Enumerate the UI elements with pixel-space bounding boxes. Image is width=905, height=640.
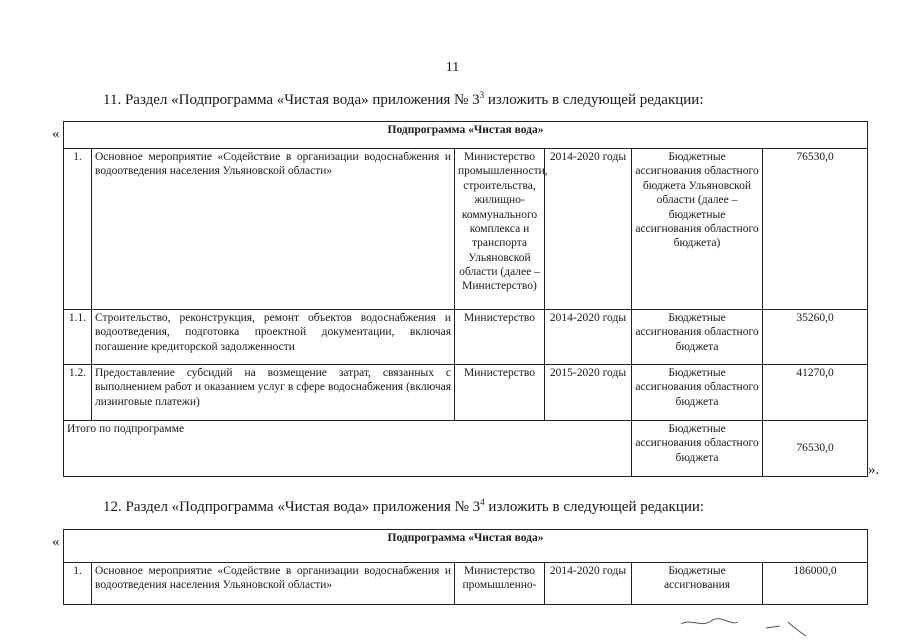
- period: 2014-2020 годы: [545, 149, 632, 310]
- table-row: [64, 310, 868, 365]
- funding-source: Бюджетные ассигнования: [632, 563, 763, 605]
- table-row: [64, 149, 868, 310]
- row-number: 1.: [64, 563, 92, 605]
- row-number: 1.1.: [64, 310, 92, 365]
- table-2-title: Подпрограмма «Чистая вода»: [64, 530, 868, 563]
- table-1-title: Подпрограмма «Чистая вода»: [64, 122, 868, 149]
- measure-name: Основное мероприятие «Содействие в организации водоснабжения и водоотведения населения Ульяновской области»: [92, 149, 455, 310]
- paragraph-11-superscript: 3: [479, 90, 485, 100]
- closing-quote-1: ».: [868, 462, 880, 478]
- table-row: [64, 365, 868, 421]
- amount: 35260,0: [763, 310, 868, 365]
- measure-name: Предоставление субсидий на возмещение затрат, связанных с выполнением работ и оказанием услуг в сфере водоснабжения (включая лизинговые платежи): [92, 365, 455, 421]
- page-number: 11: [445, 60, 460, 75]
- subprogram-table-2: [63, 529, 868, 605]
- period: 2014-2020 годы: [545, 563, 632, 605]
- total-funding-source: Бюджетные ассигнования областного бюджета: [632, 421, 763, 477]
- paragraph-12-superscript: 4: [480, 497, 485, 507]
- opening-quote-1: «: [52, 126, 60, 142]
- row-number: 1.2.: [64, 365, 92, 421]
- handwritten-mark-icon: [676, 610, 836, 638]
- table-row: [64, 563, 868, 605]
- funding-source: Бюджетные ассигнования областного бюджета Ульяновской области (далее – бюджетные ассигнования областного бюджета): [632, 149, 763, 310]
- amount: 41270,0: [763, 365, 868, 421]
- total-row: [64, 421, 868, 477]
- total-amount: 76530,0: [763, 421, 868, 477]
- paragraph-11-tail: изложить в следующей редакции:: [484, 92, 704, 108]
- total-label: Итого по подпрограмме: [64, 421, 632, 477]
- measure-name: Строительство, реконструкция, ремонт объектов водоснабжения и водоотведения, подготовка проектной документации, включая погашение кредиторской задолженности: [92, 310, 455, 365]
- executor: Министерство: [455, 365, 545, 421]
- measure-name: Основное мероприятие «Содействие в организации водоснабжения и водоотведения населения Ульяновской области»: [92, 563, 455, 605]
- row-number: 1.: [64, 149, 92, 310]
- paragraph-11-text: 11. Раздел «Подпрограмма «Чистая вода» приложения № 3: [103, 92, 480, 108]
- opening-quote-2: «: [52, 534, 60, 550]
- funding-source: Бюджетные ассигнования областного бюджета: [632, 365, 763, 421]
- subprogram-table-1: [63, 121, 868, 477]
- executor: Министерство промышленно-: [455, 563, 545, 605]
- paragraph-12-tail: изложить в следующей редакции:: [484, 499, 705, 515]
- funding-source: Бюджетные ассигнования областного бюджета: [632, 310, 763, 365]
- paragraph-12: [103, 497, 704, 516]
- executor: Министерство: [455, 310, 545, 365]
- executor: Министерство промышленности, строительства, жилищно-коммунального комплекса и транспорта Ульяновской области (далее – Министерство): [455, 149, 545, 310]
- amount: 76530,0: [763, 149, 868, 310]
- paragraph-12-text: 12. Раздел «Подпрограмма «Чистая вода» приложения № 3: [103, 499, 481, 515]
- period: 2015-2020 годы: [545, 365, 632, 421]
- amount: 186000,0: [763, 563, 868, 605]
- period: 2014-2020 годы: [545, 310, 632, 365]
- paragraph-11: [103, 90, 704, 109]
